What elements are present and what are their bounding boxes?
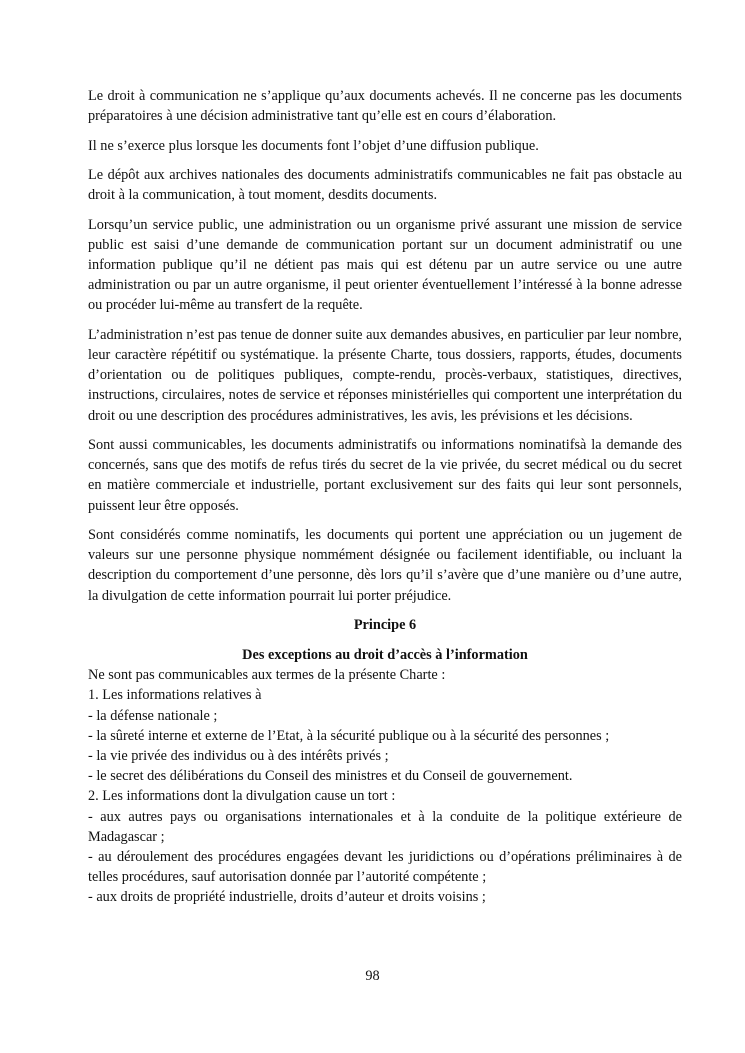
list-item: 2. Les informations dont la divulgation cause un tort : bbox=[88, 788, 396, 805]
paragraph-6: Sont aussi communicables, les documents administratifs ou informations nominatifsà la demande des concernés, sans que des motifs de refus tirés du secret de la vie privée, du secret médical ou du secret en matière commerciale et industrielle, portant exclusivement sur des faits qui leur sont personnels, puissent leur être opposés. bbox=[88, 436, 682, 514]
paragraph-7: Sont considérés comme nominatifs, les documents qui portent une appréciation ou un jugement de valeurs sur une personne physique nommément désignée ou facilement identifiable, ou incluant la description du comportement d’une personne, dès lors qu’il s’avère que d’une manière ou d’une autre, la divulgation de cette information pourrait lui porter préjudice. bbox=[88, 526, 682, 604]
list-intro: Ne sont pas communicables aux termes de la présente Charte : bbox=[88, 667, 446, 684]
list-item: 1. Les informations relatives à bbox=[88, 687, 262, 704]
page-content bbox=[88, 86, 682, 908]
principle-subtitle: Des exceptions au droit d’accès à l’information bbox=[242, 646, 528, 663]
list-item: - aux droits de propriété industrielle, droits d’auteur et droits voisins ; bbox=[88, 889, 486, 906]
paragraph-2: Il ne s’exerce plus lorsque les documents font l’objet d’une diffusion publique. bbox=[88, 137, 539, 154]
paragraph-4: Lorsqu’un service public, une administration ou un organisme privé assurant une mission de service public est saisi d’une demande de communication portant sur un document administratif ou une information publique qu’il ne détient pas mais qui est détenu par un autre service ou une autre administration ou par un autre organisme, il peut orienter éventuellement l’intéressé à la bonne adresse ou procéder lui-même au transfert de la requête. bbox=[88, 216, 682, 314]
paragraph-1: Le droit à communication ne s’applique qu’aux documents achevés. Il ne concerne pas les documents préparatoires à une décision administrative tant qu’elle est en cours d’élaboration. bbox=[88, 88, 682, 125]
list-item: - le secret des délibérations du Conseil des ministres et du Conseil de gouvernement. bbox=[88, 768, 573, 785]
list-item: - la défense nationale ; bbox=[88, 707, 218, 724]
list-item: - la vie privée des individus ou à des intérêts privés ; bbox=[88, 748, 389, 764]
page-number: 98 bbox=[365, 968, 380, 984]
list-item: - au déroulement des procédures engagées devant les juridictions ou d’opérations préliminaires à de telles procédures, sauf autorisation donnée par l’autorité compétente ; bbox=[88, 849, 682, 886]
paragraph-5: L’administration n’est pas tenue de donner suite aux demandes abusives, en particulier par leur nombre, leur caractère répétitif ou systématique. la présente Charte, tous dossiers, rapports, études, documents d’orientation ou de politiques publiques, compte-rendu, procès-verbaux, statistiques, directives, instructions, circulaires, notes de service et réponses ministérielles qui comportent une interprétation du droit ou une description des procédures administratives, les avis, les prévisions et les décisions. bbox=[88, 326, 682, 424]
principle-title: Principe 6 bbox=[353, 616, 417, 633]
paragraph-3: Le dépôt aux archives nationales des documents administratifs communicables ne fait pas obstacle au droit à la communication, à tout moment, desdits documents. bbox=[88, 166, 682, 204]
list-item: - aux autres pays ou organisations internationales et à la conduite de la politique extérieure de Madagascar ; bbox=[88, 808, 682, 845]
list-item: - la sûreté interne et externe de l’Etat, à la sécurité publique ou à la sécurité des personnes ; bbox=[88, 727, 610, 744]
